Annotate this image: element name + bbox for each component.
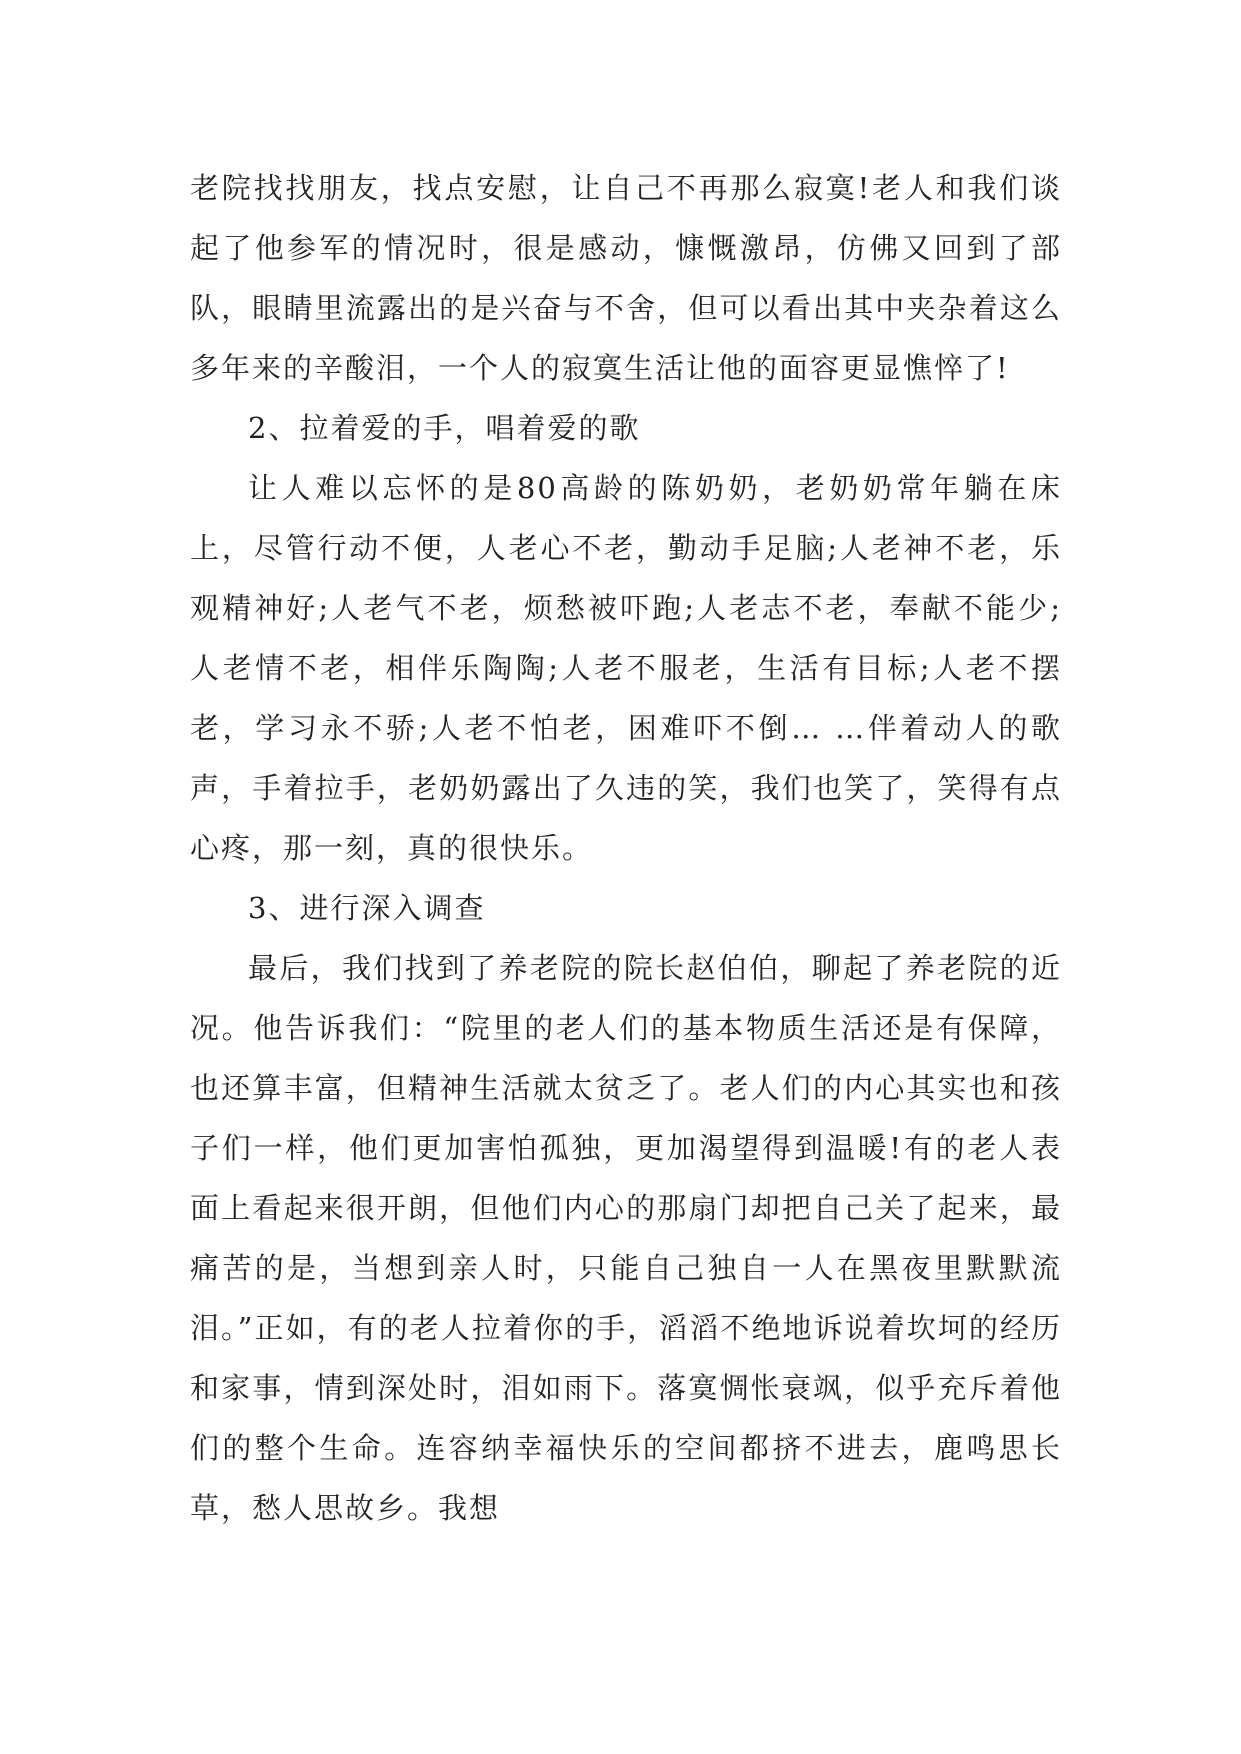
paragraph-grandma-chen: 让人难以忘怀的是80高龄的陈奶奶，老奶奶常年躺在床上，尽管行动不便，人老心不老，勤动手足脑;人老神不老，乐观精神好;人老气不老，烦愁被吓跑;人老志不老，奉献不能少;人老情不老，相伴乐陶陶;人老不服老，生活有目标;人老不摆老，学习永不骄;人老不怕老，困难吓不倒… …伴着动人的歌声，手着拉手，老奶奶露出了久违的笑，我们也笑了，笑得有点心疼，那一刻，真的很快乐。 [190, 471, 1062, 865]
paragraph-continuation: 老院找找朋友，找点安慰，让自己不再那么寂寞!老人和我们谈起了他参军的情况时，很是感动，慷慨激昂，仿佛又回到了部队，眼睛里流露出的是兴奋与不舍，但可以看出其中夹杂着这么多年来的辛酸泪，一个人的寂寞生活让他的面容更显憔悴了! [190, 171, 1062, 385]
section-heading-2: 2、拉着爱的手，唱着爱的歌 [248, 411, 641, 445]
paragraph-investigation: 最后，我们找到了养老院的院长赵伯伯，聊起了养老院的近况。他告诉我们：“院里的老人们的基本物质生活还是有保障，也还算丰富，但精神生活就太贫乏了。老人们的内心其实也和孩子们一样，他们更加害怕孤独，更加渴望得到温暖!有的老人表面上看起来很开朗，但他们内心的那扇门却把自己关了起来，最痛苦的是，当想到亲人时，只能自己独自一人在黑夜里默默流泪。”正如，有的老人拉着你的手，滔滔不绝地诉说着坎坷的经历和家事，情到深处时，泪如雨下。落寞惆怅衰飒，似乎充斥着他们的整个生命。连容纳幸福快乐的空间都挤不进去，鹿鸣思长草，愁人思故乡。我想 [190, 951, 1062, 1525]
document-body [190, 158, 1062, 1538]
section-heading-3: 3、进行深入调查 [248, 891, 486, 925]
